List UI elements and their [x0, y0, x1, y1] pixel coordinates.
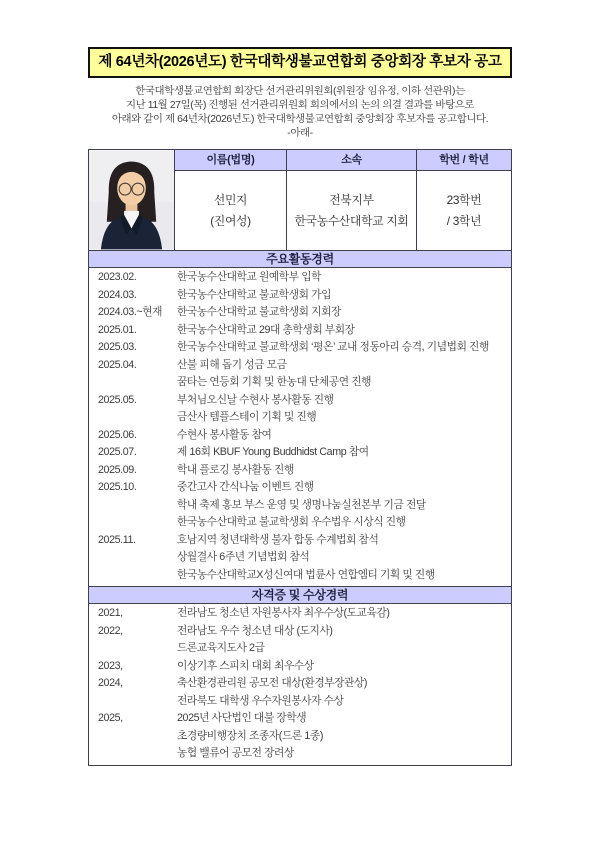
award-description: 전라남도 청소년 자원봉사자 최우수상(도교육감)	[177, 607, 390, 619]
activity-date	[89, 409, 177, 427]
award-description: 농협 밸류어 공모전 장려상	[177, 747, 294, 759]
activity-description: 한국농수산대학교 불교학생회 우수법우 시상식 진행	[177, 516, 406, 528]
candidate-student-id	[417, 171, 511, 250]
activity-date: 2025.11.	[98, 533, 136, 546]
award-date	[89, 728, 177, 746]
activity-date	[89, 374, 177, 392]
notice-intro	[88, 85, 512, 141]
award-row	[89, 605, 511, 623]
candidate-name-line-1: 선민지	[213, 193, 248, 207]
activity-date: 2025.05.	[98, 393, 137, 406]
activity-description: 금산사 템플스테이 기획 및 진행	[177, 411, 317, 423]
activity-date: 2025.09.	[98, 463, 137, 476]
activity-row	[89, 427, 511, 445]
candidate-affiliation	[287, 171, 417, 250]
award-row	[89, 640, 511, 658]
activity-row	[89, 444, 511, 462]
section-header-awards: 자격증 및 수상경력	[89, 586, 511, 604]
award-date: 2024,	[98, 677, 123, 689]
activity-row	[89, 549, 511, 567]
activity-description: 상월결사 6주년 기념법회 참석	[177, 551, 310, 563]
activity-row	[89, 374, 511, 392]
activity-row	[89, 287, 511, 305]
activity-row	[89, 339, 511, 357]
activity-date: 2023.02.	[98, 271, 137, 283]
award-row	[89, 623, 511, 641]
activity-date: 2025.10.	[98, 481, 137, 493]
activity-description: 학내 플로깅 봉사활동 진행	[177, 463, 294, 476]
activity-date	[89, 497, 177, 515]
candidate-name-line-2: (진여성)	[210, 214, 251, 228]
activity-row	[89, 322, 511, 340]
activity-description: 부처님오신날 수현사 봉사활동 진행	[177, 393, 334, 406]
award-date: 2023,	[98, 659, 123, 672]
activity-description: 수현사 봉사활동 참여	[177, 428, 272, 441]
activity-description: 학내 축제 홍보 부스 운영 및 생명나눔실천본부 기금 전달	[177, 498, 426, 511]
award-row	[89, 728, 511, 746]
candidate-affiliation-line-1: 전북지부	[329, 193, 374, 207]
award-row	[89, 658, 511, 676]
activity-description: 한국농수산대학교 원예학부 입학	[177, 271, 322, 283]
activity-date: 2025.04.	[98, 358, 137, 371]
award-date: 2025,	[98, 712, 123, 724]
activity-row	[89, 304, 511, 322]
activity-description: 한국농수산대학교 29대 총학생회 부회장	[177, 323, 355, 336]
activity-row	[89, 479, 511, 497]
activity-description: 한국농수산대학교 불교학생회 가입	[177, 288, 332, 301]
award-row	[89, 693, 511, 711]
column-header-name: 이름(법명)	[175, 150, 287, 171]
activity-description: 한국농수산대학교 불교학생회 지회장	[177, 306, 341, 318]
award-row	[89, 745, 511, 763]
section-header-activities: 주요활동경력	[89, 250, 511, 268]
activity-description: 호남지역 청년대학생 불자 합동 수계법회 참석	[177, 533, 379, 546]
activity-description: 한국농수산대학교X성신여대 법륜사 연합엠티 기획 및 진행	[177, 568, 435, 581]
activity-row	[89, 409, 511, 427]
activity-date: 2025.07.	[98, 446, 137, 458]
activity-date: 2025.01.	[98, 323, 137, 336]
candidate-student-id-line-2: / 3학년	[446, 214, 482, 228]
award-description: 2025년 사단법인 대불 장학생	[177, 712, 307, 724]
award-row	[89, 710, 511, 728]
intro-line-3: 아래와 같이 제 64년차(2026년도) 한국대학생불교연합회 중앙회장 후보자를 공고합니다.	[111, 114, 489, 125]
activity-date: 2024.03.~현재	[98, 306, 163, 318]
notice-title: 제 64년차(2026년도) 한국대학생불교연합회 중앙회장 후보자 공고	[88, 47, 512, 78]
award-description: 드론교육지도사 2급	[177, 642, 265, 654]
activity-date	[89, 549, 177, 567]
activity-date: 2025.03.	[98, 341, 137, 353]
column-header-student-id: 학번 / 학년	[417, 150, 511, 171]
intro-line-1: 한국대학생불교연합회 회장단 선거관리위원회(위원장 임유정, 이하 선관위)는	[135, 86, 465, 97]
activity-description: 제 16회 KBUF Young Buddhidst Camp 참여	[177, 446, 369, 458]
activity-description: 중간고사 간식나눔 이벤트 진행	[177, 481, 314, 493]
award-description: 초경량비행장치 조종자(드론 1종)	[177, 729, 324, 742]
candidate-affiliation-line-2: 한국농수산대학교 지회	[294, 214, 409, 228]
activity-row	[89, 532, 511, 550]
activity-row	[89, 567, 511, 585]
intro-line-4: -아래-	[287, 128, 313, 139]
activity-description: 산불 피해 돕기 성금 모금	[177, 358, 287, 371]
activity-description: 꿈타는 연등회 기획 및 한농대 단체공연 진행	[177, 376, 372, 388]
document-content	[88, 0, 512, 766]
candidate-student-id-line-1: 23학번	[446, 193, 482, 207]
award-date	[89, 693, 177, 711]
column-header-affiliation: 소속	[287, 150, 417, 171]
activity-row	[89, 357, 511, 375]
award-date: 2021,	[98, 607, 123, 619]
activity-date	[89, 514, 177, 532]
intro-line-2: 지난 11월 27일(목) 진행된 선거관리위원회 회의에서의 논의 의결 결과를 바탕으로	[125, 100, 474, 111]
award-date	[89, 640, 177, 658]
candidate-photo	[89, 150, 175, 250]
activity-date	[89, 567, 177, 585]
activities-list	[89, 268, 511, 586]
award-row	[89, 675, 511, 693]
award-date: 2022,	[98, 624, 123, 637]
candidate-name	[175, 171, 287, 250]
activity-date: 2024.03.	[98, 288, 137, 301]
award-description: 전라남도 우수 청소년 대상 (도지사)	[177, 624, 333, 637]
activity-row	[89, 392, 511, 410]
activity-row	[89, 462, 511, 480]
award-date	[89, 745, 177, 763]
profile-section	[89, 150, 511, 250]
award-description: 전라북도 대학생 우수자원봉사자 수상	[177, 694, 344, 707]
activity-description: 한국농수산대학교 불교학생회 ‘평온’ 교내 정동아리 승격, 기념법회 진행	[177, 341, 489, 353]
award-description: 이상기후 스피치 대회 최우수상	[177, 659, 314, 672]
activity-date: 2025.06.	[98, 428, 137, 441]
portrait-illustration	[89, 150, 174, 250]
award-description: 축산환경관리원 공모전 대상(환경부장관상)	[177, 677, 368, 689]
awards-list	[89, 604, 511, 765]
candidate-info-table	[88, 149, 512, 766]
activity-row	[89, 514, 511, 532]
activity-row	[89, 269, 511, 287]
activity-row	[89, 497, 511, 515]
